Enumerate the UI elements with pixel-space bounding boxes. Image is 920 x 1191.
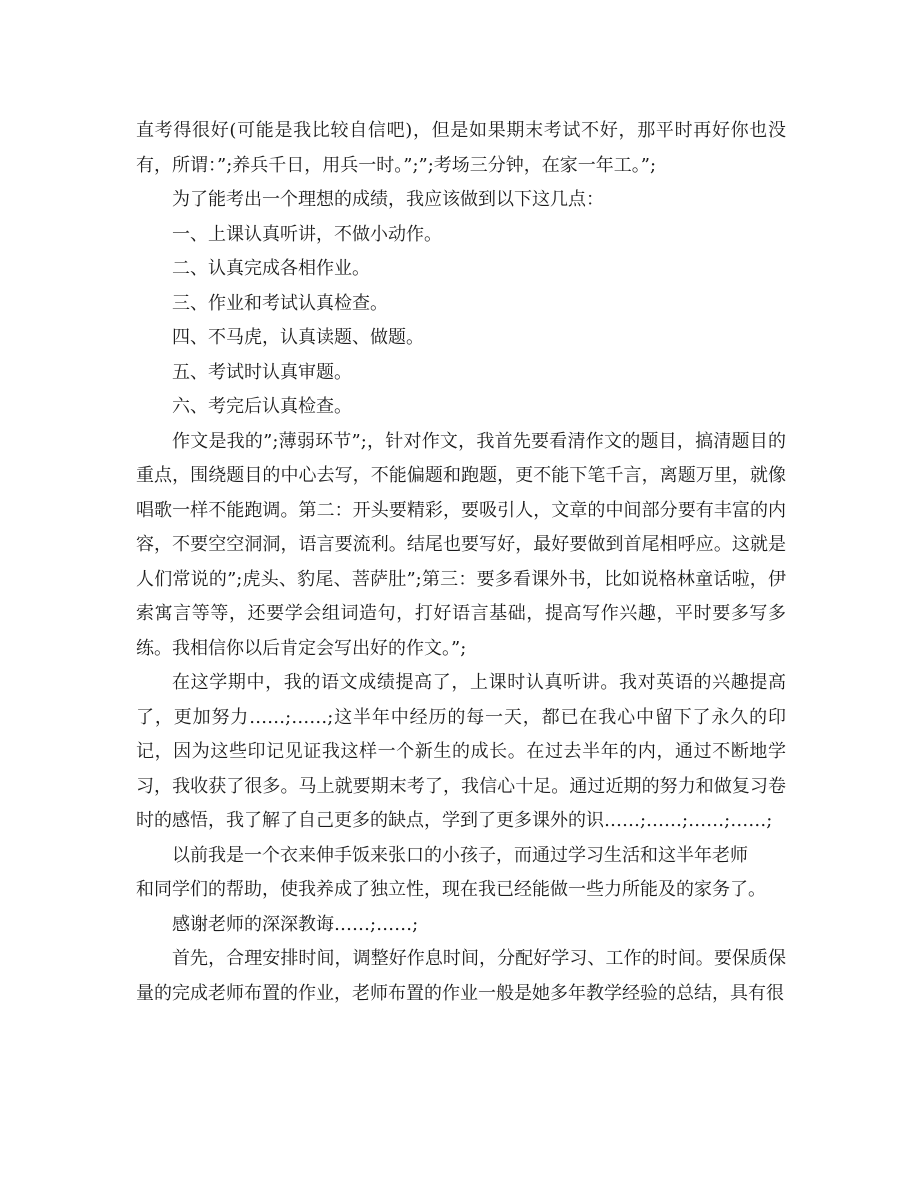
list-item-3: 三、作业和考试认真检查。 — [172, 292, 388, 314]
list-item-1: 一、上课认真听讲，不做小动作。 — [172, 223, 442, 245]
paragraph-thanks: 感谢老师的深深教诲……;……; — [172, 913, 419, 935]
document-body — [136, 114, 786, 1011]
list-item-2: 二、认真完成各相作业。 — [172, 258, 370, 279]
list-item-6: 六、考完后认真检查。 — [172, 396, 352, 417]
paragraph-continuation: 直考得很好(可能是我比较自信吧)，但是如果期末考试不好，那平时再好你也没有，所谓：”;养兵千日，用兵一时。”;”;考场三分钟，在家一年工。”; — [136, 120, 786, 176]
list-item-5: 五、考试时认真审题。 — [172, 361, 352, 383]
paragraph-before-2: 和同学们的帮助，使我养成了独立性，现在我已经能做一些力所能及的家务了。 — [136, 879, 766, 900]
paragraph-first: 首先，合理安排时间，调整好作息时间，分配好学习、工作的时间。要保质保量的完成老师布置的作业，老师布置的作业一般是她多年教学经验的总结，具有很 — [136, 948, 786, 1004]
paragraph-before-1: 以前我是一个衣来伸手饭来张口的小孩子，而通过学习生活和这半年老师 — [172, 844, 748, 866]
paragraph-composition: 作文是我的”;薄弱环节”;，针对作文，我首先要看清作文的题目，搞清题目的重点，围绕题目的中心去写，不能偏题和跑题，更不能下笔千言，离题万里，就像唱歌一样不能跑调。第二：开头要精彩，要吸引人，文章的中间部分要有丰富的内容，不要空空洞洞，语言要流利。结尾也要写好，最好要做到首尾相呼应。这就是人们常说的”;虎头、豹尾、菩萨肚”;第三：要多看课外书，比如说格林童话啦，伊索寓言等等，还要学会组词造句，打好语言基础，提高写作兴趣，平时要多写多练。我相信你以后肯定会写出好的作文。”; — [136, 430, 786, 659]
paragraph-intro-list: 为了能考出一个理想的成绩，我应该做到以下这几点： — [172, 189, 604, 210]
list-item-4: 四、不马虎，认真读题、做题。 — [172, 327, 424, 348]
paragraph-semester: 在这学期中，我的语文成绩提高了，上课时认真听讲。我对英语的兴趣提高了，更加努力……;……;这半年中经历的每一天，都已在我心中留下了永久的印记，因为这些印记见证我这样一个新生的成长。在过去半年的内，通过不断地学习，我收获了很多。马上就要期末考了，我信心十足。通过近期的努力和做复习卷时的感悟，我了解了自己更多的缺点，学到了更多课外的识……;……;……;……; — [136, 672, 786, 831]
